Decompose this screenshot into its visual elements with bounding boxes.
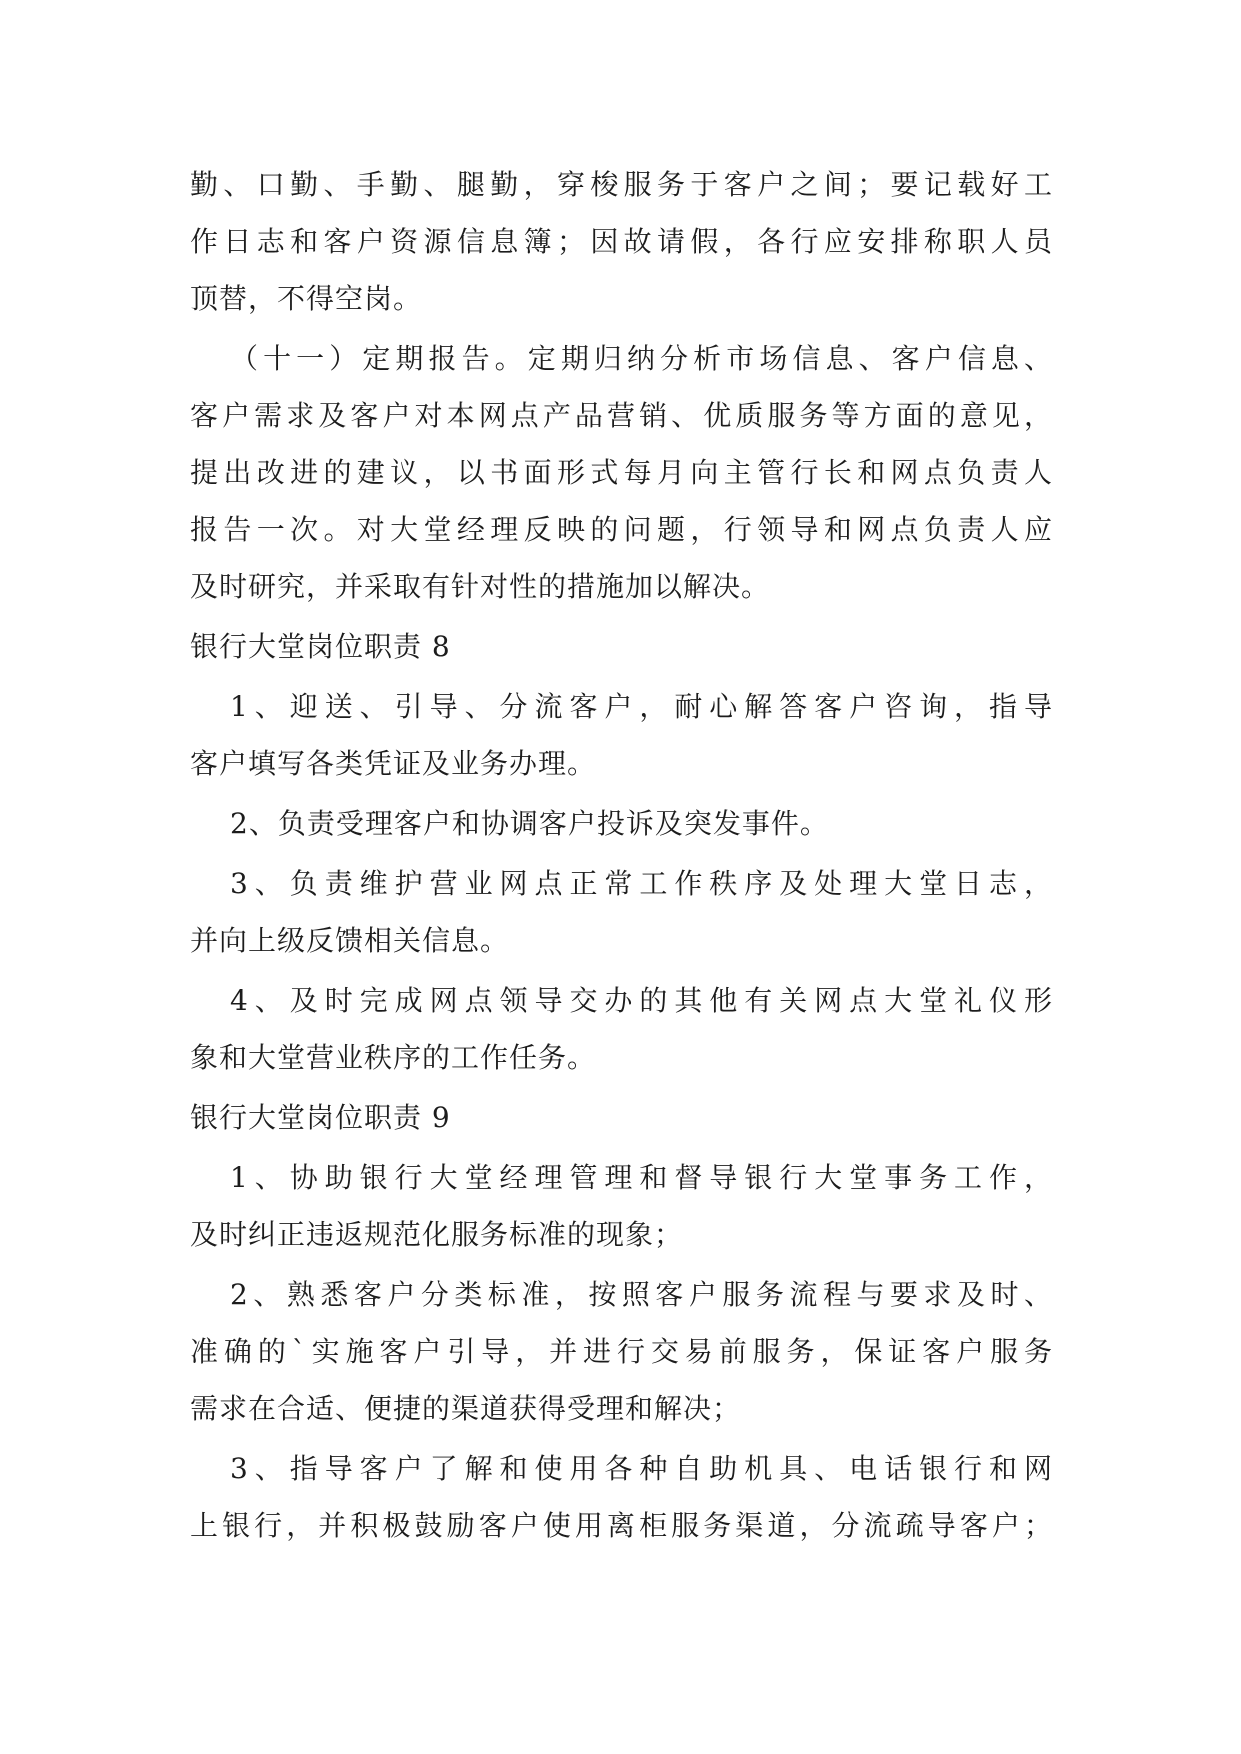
- text-line: 象和大堂营业秩序的工作任务。: [190, 1041, 597, 1074]
- text-line: 2、熟悉客户分类标准，按照客户服务流程与要求及时、: [230, 1278, 1052, 1311]
- paragraph: [190, 1149, 1052, 1263]
- paragraph: [190, 1266, 1052, 1437]
- section-heading: [190, 1089, 1052, 1146]
- text-line: 客户需求及客户对本网点产品营销、优质服务等方面的意见，: [190, 399, 1052, 432]
- text-line: 需求在合适、便捷的渠道获得受理和解决；: [190, 1392, 742, 1425]
- text-line: 1、迎送、引导、分流客户，耐心解答客户咨询，指导: [230, 690, 1052, 723]
- text-line: 报告一次。对大堂经理反映的问题，行领导和网点负责人应: [190, 513, 1052, 546]
- text-line: 2、负责受理客户和协调客户投诉及突发事件。: [230, 807, 829, 840]
- text-line: 及时纠正违返规范化服务标准的现象；: [190, 1218, 684, 1251]
- paragraph: [190, 678, 1052, 792]
- text-line: 并向上级反馈相关信息。: [190, 924, 510, 957]
- paragraph: [190, 855, 1052, 969]
- heading-text: 银行大堂岗位职责 9: [190, 1101, 451, 1134]
- paragraph: [190, 156, 1052, 327]
- text-line: 3、指导客户了解和使用各种自助机具、电话银行和网: [230, 1452, 1052, 1485]
- heading-text: 银行大堂岗位职责 8: [190, 630, 451, 663]
- document-page: [190, 156, 1052, 1554]
- paragraph: [190, 1440, 1052, 1554]
- text-line: （十一）定期报告。定期归纳分析市场信息、客户信息、: [230, 342, 1052, 375]
- text-line: 顶替，不得空岗。: [190, 282, 423, 315]
- text-line: 提出改进的建议，以书面形式每月向主管行长和网点负责人: [190, 456, 1052, 489]
- text-line: 准确的`实施客户引导，并进行交易前服务，保证客户服务: [190, 1335, 1052, 1368]
- text-line: 客户填写各类凭证及业务办理。: [190, 747, 597, 780]
- paragraph: [190, 972, 1052, 1086]
- text-line: 作日志和客户资源信息簿；因故请假，各行应安排称职人员: [190, 225, 1052, 258]
- text-line: 勤、口勤、手勤、腿勤，穿梭服务于客户之间；要记载好工: [190, 168, 1052, 201]
- text-line: 4、及时完成网点领导交办的其他有关网点大堂礼仪形: [230, 984, 1052, 1017]
- text-line: 3、负责维护营业网点正常工作秩序及处理大堂日志，: [230, 867, 1052, 900]
- paragraph: [190, 795, 1052, 852]
- paragraph: [190, 330, 1052, 615]
- text-line: 1、协助银行大堂经理管理和督导银行大堂事务工作，: [230, 1161, 1052, 1194]
- text-line: 及时研究，并采取有针对性的措施加以解决。: [190, 570, 771, 603]
- section-heading: [190, 618, 1052, 675]
- text-line: 上银行，并积极鼓励客户使用离柜服务渠道，分流疏导客户；: [190, 1509, 1052, 1542]
